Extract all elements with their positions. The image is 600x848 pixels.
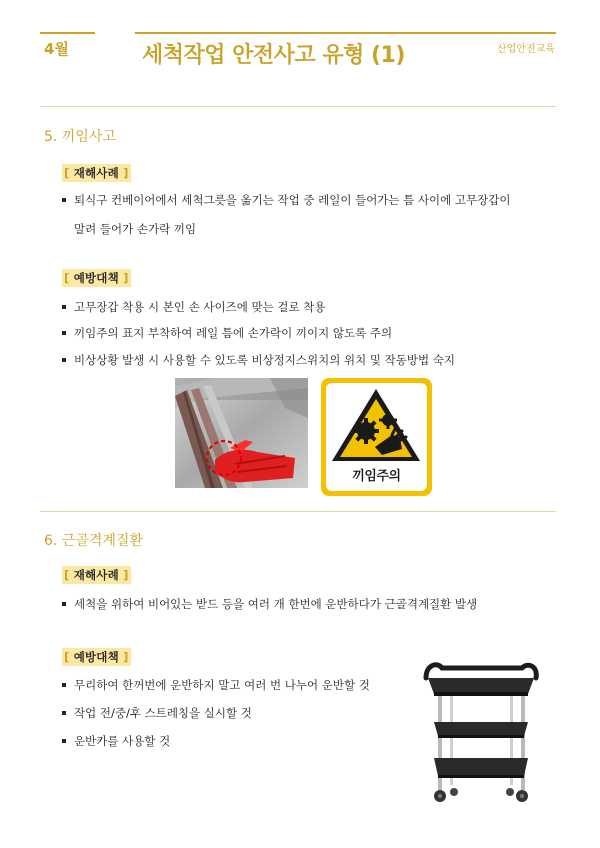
section-5-title: 5. 끼임사고 xyxy=(44,129,116,145)
header-rule-left xyxy=(40,32,95,34)
case-5-line-1: 퇴식구 컨베이어에서 세척그릇을 옮기는 작업 중 레일이 들어가는 틈 사이에 고무장갑이 xyxy=(74,193,511,207)
prevent-tag-6: [ 예방대책 ] xyxy=(64,650,129,664)
prevent-6-item-3: 운반카를 사용할 것 xyxy=(74,734,171,748)
prevent-6-item-1: 무리하여 한꺼번에 운반하지 말고 여러 번 나누어 운반할 것 xyxy=(74,678,370,692)
header-rule-right xyxy=(135,32,556,34)
page-title: 세척작업 안전사고 유형 (1) xyxy=(142,43,405,68)
pinch-caution-sign xyxy=(320,377,433,497)
utility-cart-illustration xyxy=(418,660,543,805)
prevent-6-item-2: 작업 전/중/후 스트레칭을 실시할 것 xyxy=(74,706,252,720)
case-5-line-2: 말려 들어가 손가락 끼임 xyxy=(74,222,197,236)
prevent-5-item-1: 고무장갑 착용 시 본인 손 사이즈에 맞는 걸로 착용 xyxy=(74,300,326,314)
month-label: 4월 xyxy=(44,40,69,58)
prevent-tag-5: [ 예방대책 ] xyxy=(64,271,129,285)
case-tag-5: [ 재해사례 ] xyxy=(64,166,129,180)
section-divider xyxy=(40,511,556,512)
case-tag-5-text: 재해사례 xyxy=(73,166,119,180)
case-tag-6-text: 재해사례 xyxy=(73,568,119,582)
conveyor-glove-illustration xyxy=(175,378,308,488)
prevent-tag-6-text: 예방대책 xyxy=(73,650,119,664)
prevent-tag-5-text: 예방대책 xyxy=(73,271,119,285)
org-label: 산업안전교육 xyxy=(497,44,555,55)
conveyor-glove-photo xyxy=(175,378,308,488)
sign-label: 끼임주의 xyxy=(352,469,401,484)
prevent-5-item-3: 비상상황 발생 시 사용할 수 있도록 비상정지스위치의 위치 및 작동방법 숙지 xyxy=(74,353,455,367)
section-6-title: 6. 근골격계질환 xyxy=(44,533,143,549)
header-divider xyxy=(40,106,556,107)
prevent-5-item-2: 끼임주의 표지 부착하여 레일 틈에 손가락이 끼이지 않도록 주의 xyxy=(74,326,393,340)
case-tag-6: [ 재해사례 ] xyxy=(64,568,129,582)
utility-cart-image xyxy=(418,660,543,805)
gear-icon xyxy=(353,418,379,444)
case-6-line-1: 세척을 위하여 비어있는 받드 등을 여러 개 한번에 운반하다가 근골격계질환 발생 xyxy=(74,597,478,611)
